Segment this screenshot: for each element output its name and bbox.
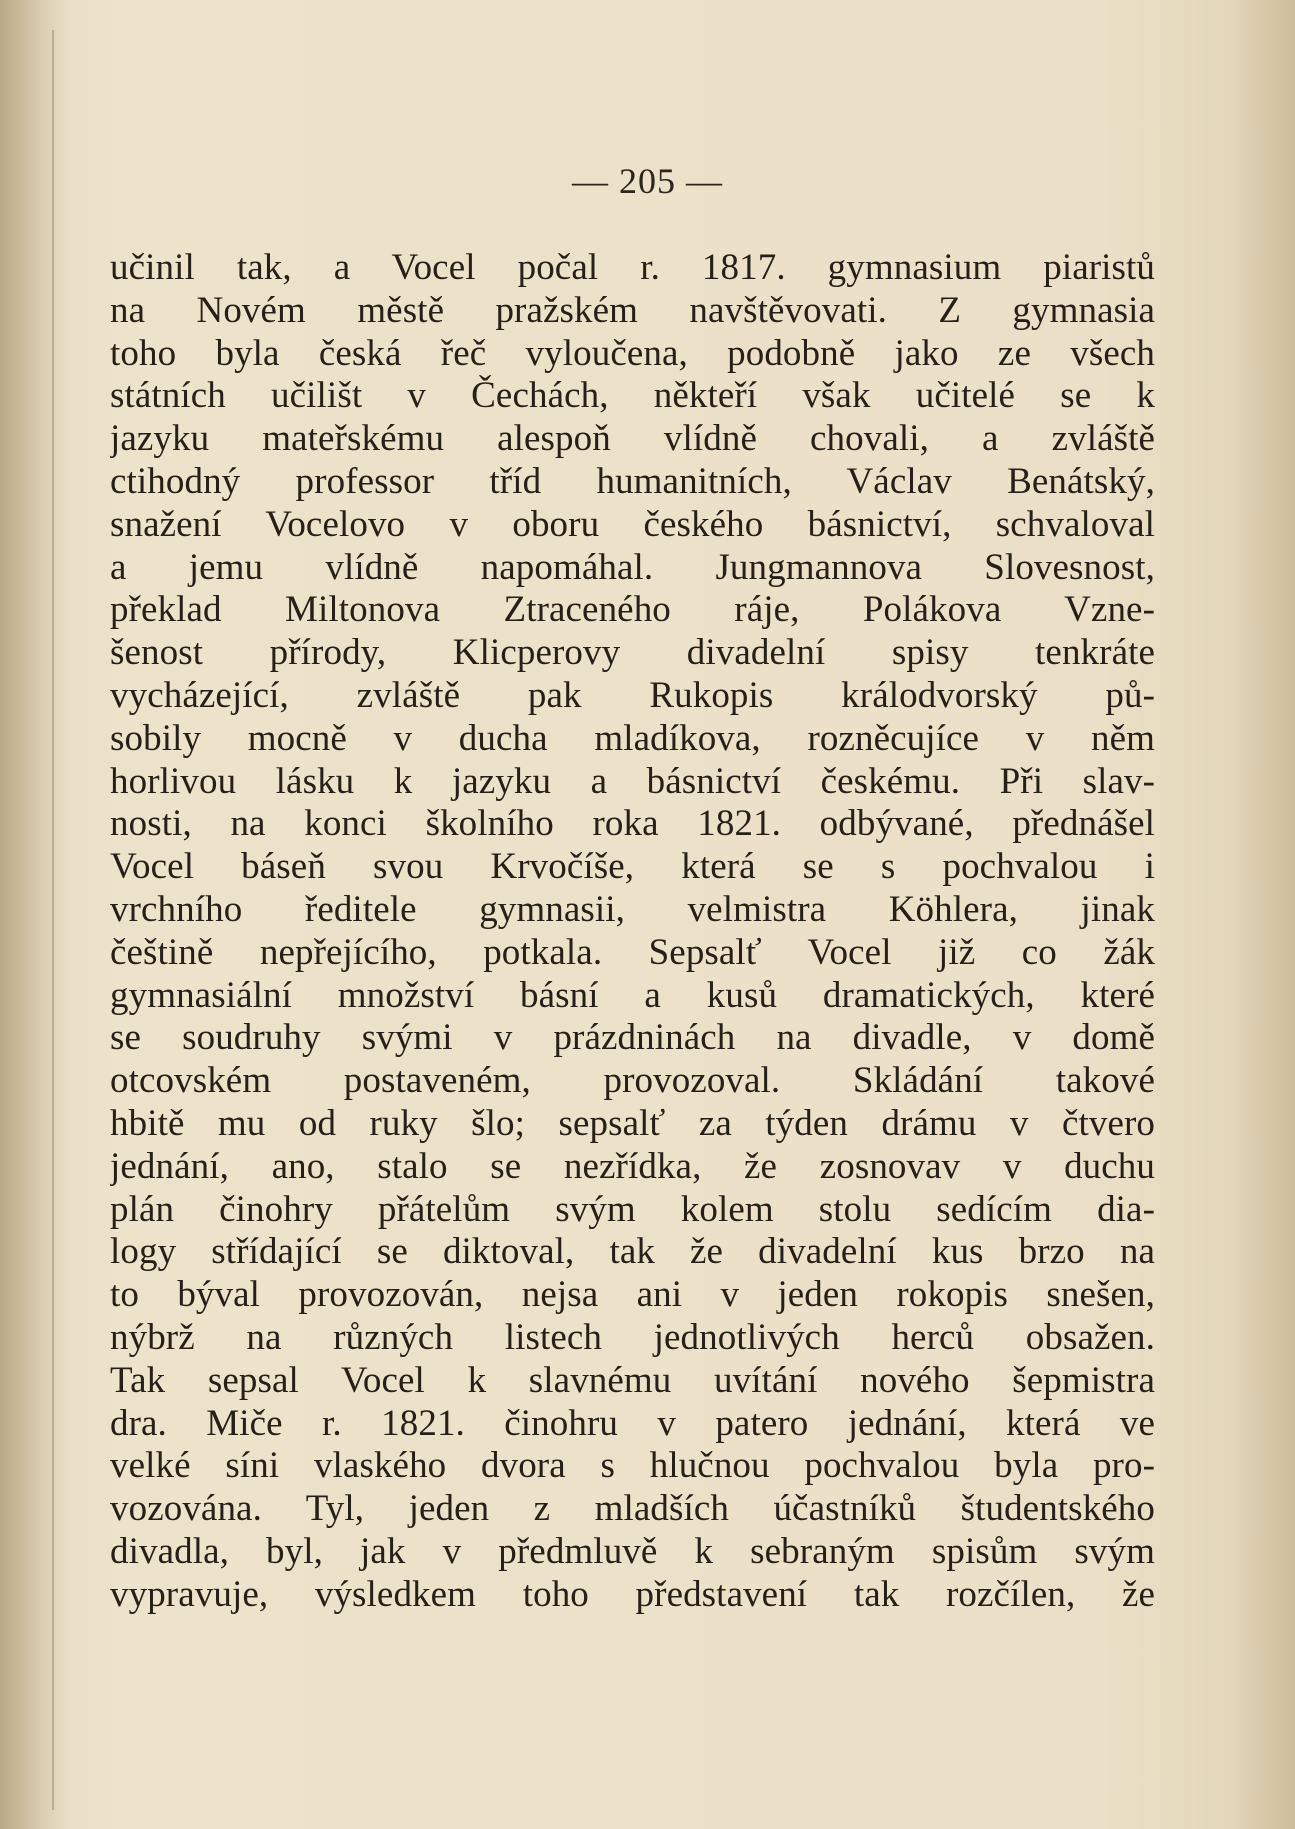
text-line: to býval provozován, nejsa ani v jeden rokopis snešen, [110, 1274, 1155, 1316]
text-line: nýbrž na různých listech jednotlivých herců obsažen. [110, 1316, 1155, 1358]
text-line: Tak sepsal Vocel k slavnému uvítání nového šepmistra [110, 1359, 1155, 1401]
text-line: plán činohry přátelům svým kolem stolu sedícím dia- [110, 1188, 1155, 1230]
text-line: šenost přírody, Klicperovy divadelní spisy tenkráte [110, 632, 1155, 674]
text-line: hbitě mu od ruky šlo; sepsalť za týden drámu v čtvero [110, 1102, 1155, 1144]
binding-shadow [0, 0, 70, 1829]
binding-edge [52, 30, 54, 1810]
text-line: velké síni vlaského dvora s hlučnou pochvalou byla pro- [110, 1445, 1155, 1487]
text-line: gymnasiální množství básní a kusů dramatických, které [110, 974, 1155, 1016]
text-line: sobily mocně v ducha mladíkova, rozněcujíce v něm [110, 717, 1155, 759]
text-line: na Novém městě pražském navštěvovati. Z gymnasia [110, 289, 1155, 331]
text-line: jednání, ano, stalo se nezřídka, že zosnovav v duchu [110, 1145, 1155, 1187]
text-line: nosti, na konci školního roka 1821. odbývané, přednášel [110, 803, 1155, 845]
text-line: divadla, byl, jak v předmluvě k sebraným spisům svým [110, 1530, 1155, 1572]
text-line: a jemu vlídně napomáhal. Jungmannova Slovesnost, [110, 546, 1155, 588]
text-line: vozována. Tyl, jeden z mladších účastníků študentského [110, 1488, 1155, 1530]
text-line: učinil tak, a Vocel počal r. 1817. gymnasium piaristů [110, 247, 1155, 288]
text-line: snažení Vocelovo v oboru českého básnictví, schvaloval [110, 503, 1155, 545]
text-line: ctihodný professor tříd humanitních, Václav Benátský, [110, 460, 1155, 502]
page-number-header: — 205 — [572, 161, 723, 201]
text-line: státních učilišt v Čechách, někteří však učitelé se k [110, 375, 1155, 417]
text-line: Vocel báseň svou Krvočíše, která se s pochvalou i [110, 846, 1155, 888]
text-line: češtině nepřejícího, potkala. Sepsalť Vocel již co žák [110, 931, 1155, 973]
text-line: otcovském postaveném, provozoval. Skládání takové [110, 1060, 1155, 1102]
text-line: se soudruhy svými v prázdninách na divadle, v domě [110, 1017, 1155, 1059]
text-line: toho byla česká řeč vyloučena, podobně jako ze všech [110, 332, 1155, 374]
text-line: horlivou lásku k jazyku a básnictví českému. Při slav- [110, 760, 1155, 802]
text-line: vypravuje, výsledkem toho představení tak rozčílen, že [110, 1573, 1155, 1615]
text-line: vycházející, zvláště pak Rukopis králodvorský pů- [110, 674, 1155, 716]
text-line: překlad Miltonova Ztraceného ráje, Polákova Vzne- [110, 589, 1155, 631]
text-line: vrchního ředitele gymnasii, velmistra Köhlera, jinak [110, 888, 1155, 930]
text-line: dra. Miče r. 1821. činohru v patero jednání, která ve [110, 1402, 1155, 1444]
text-line: jazyku mateřskému alespoň vlídně chovali, a zvláště [110, 418, 1155, 460]
text-line: logy střídající se diktoval, tak že divadelní kus brzo na [110, 1231, 1155, 1273]
body-text [110, 247, 1155, 1617]
